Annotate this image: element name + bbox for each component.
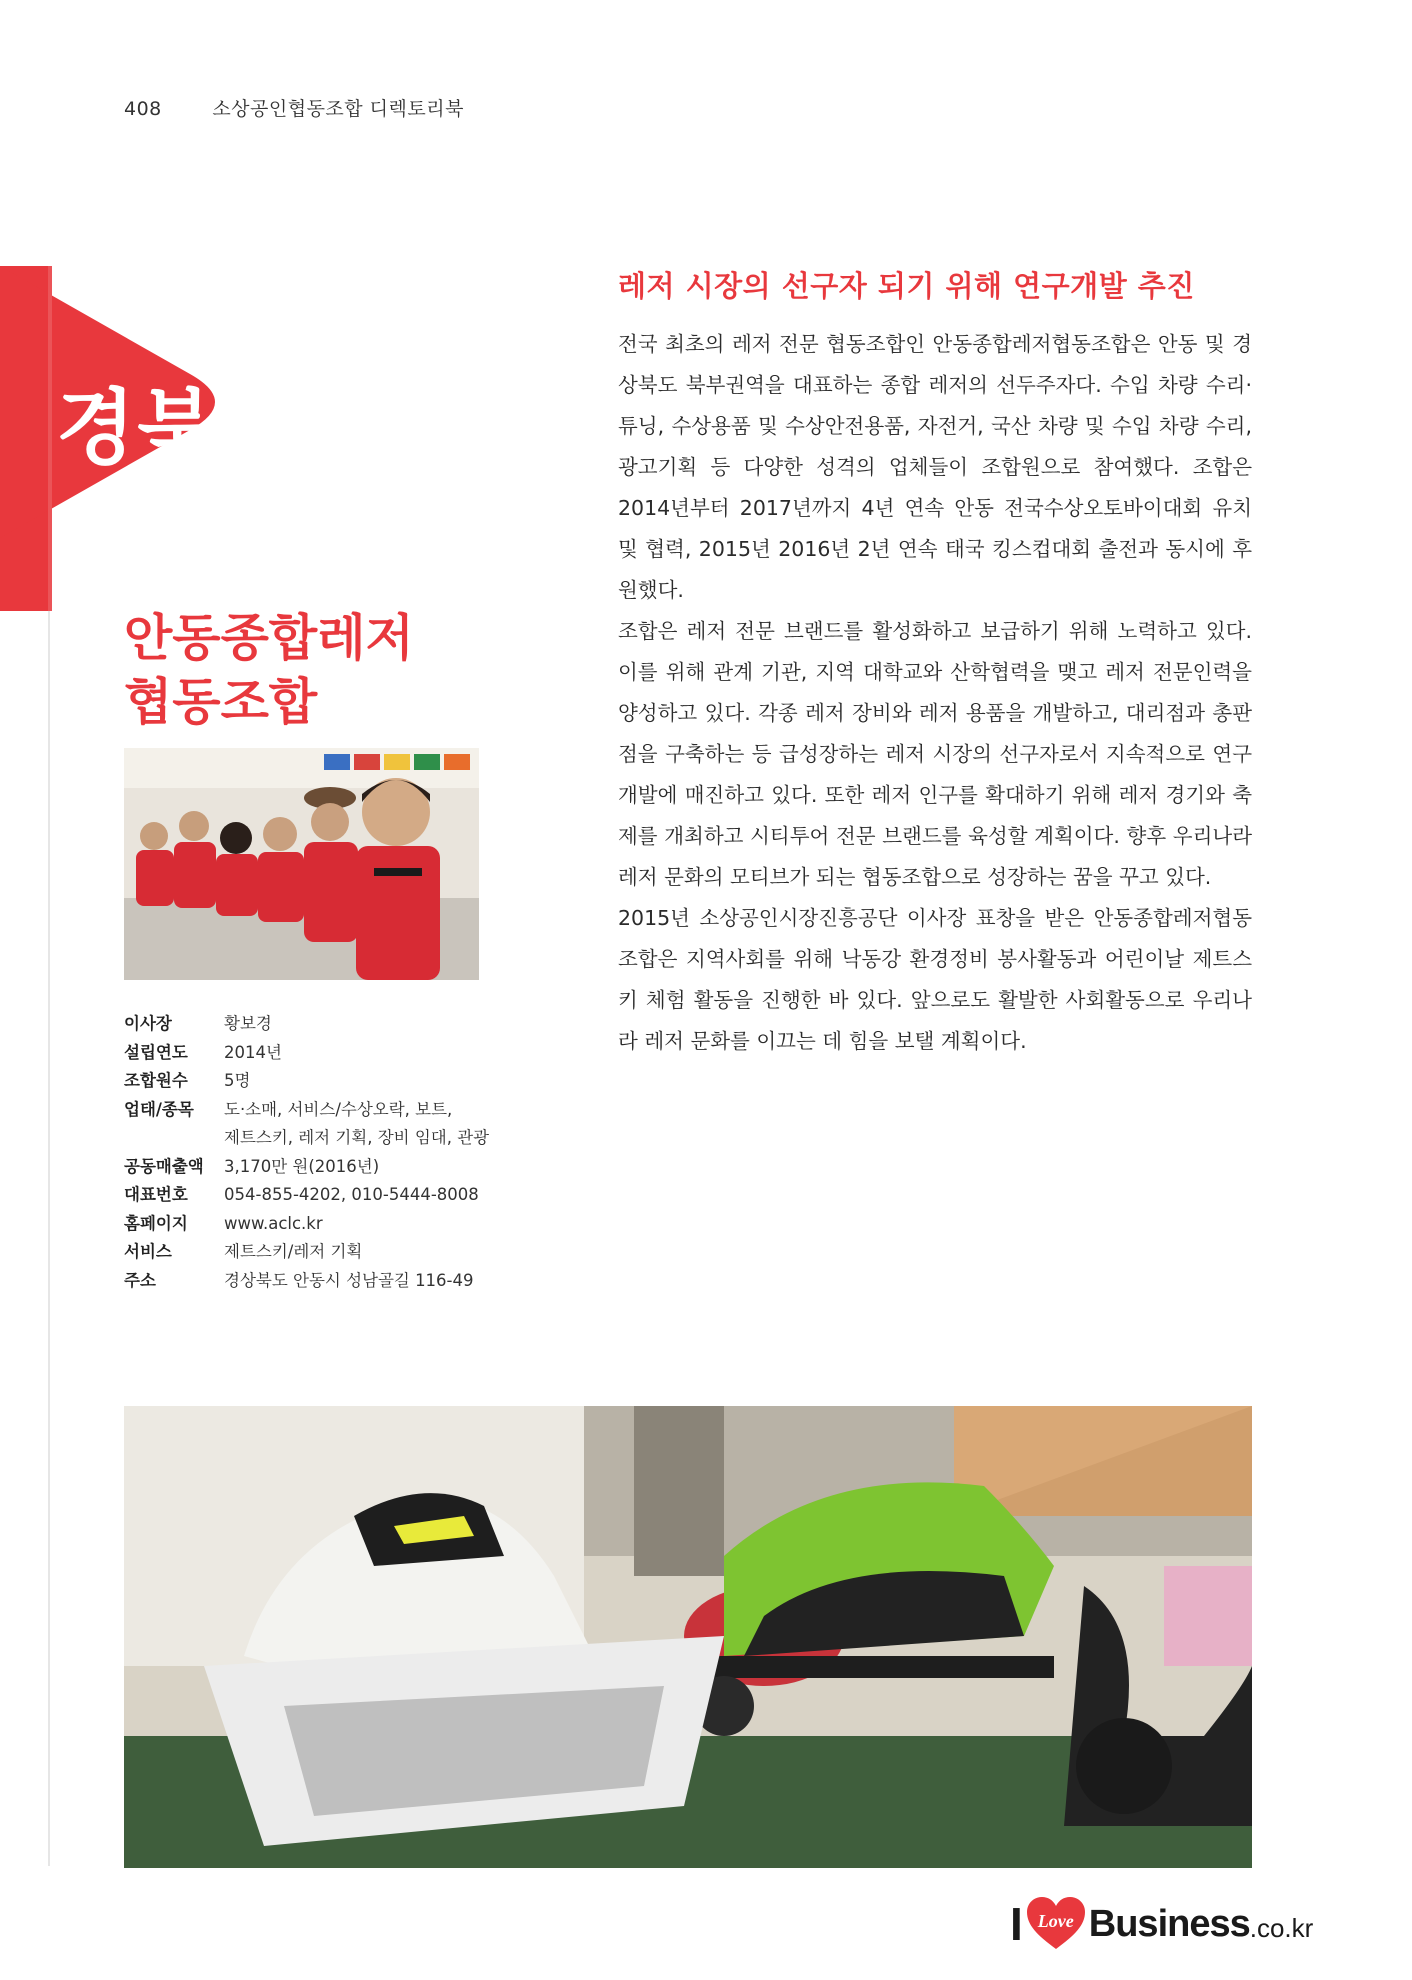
info-row — [124, 1267, 524, 1296]
team-photo — [124, 748, 479, 980]
info-value: 황보경 — [224, 1014, 272, 1033]
org-title-line1: 안동종합레저 — [124, 609, 414, 667]
jetski-photo — [124, 1406, 1252, 1868]
info-value: 경상북도 안동시 성남골길 116-49 — [224, 1270, 474, 1290]
info-value: 5명 — [224, 1071, 251, 1090]
logo-i: I — [1010, 1898, 1023, 1950]
info-value-line1: 도·소매, 서비스/수상오락, 보트, — [224, 1099, 453, 1119]
region-label: 경북 — [56, 381, 219, 476]
article-paragraph: 전국 최초의 레저 전문 협동조합인 안동종합레저협동조합은 안동 및 경상북도 북부권역을 대표하는 종합 레저의 선두주자다. 수입 차량 수리·튜닝, 수상용품 및 수상안전용품, 자전거, 국산 차량 및 수입 차량 수리, 광고기획 등 다양한 성격의 업체들이 조합원으로 참여했다. 조합은 2014년부터 2017년까지 4년 연속 안동 전국수상오토바이대회 유치 및 협력, 2015년 2016년 2년 연속 태국 킹스컵대회 출전과 동시에 후원했다. — [618, 332, 1252, 602]
info-row — [124, 1010, 524, 1039]
info-value: 제트스키/레저 기획 — [224, 1242, 363, 1261]
info-key: 서비스 — [124, 1242, 172, 1261]
info-key: 주소 — [124, 1270, 156, 1290]
info-key: 설립연도 — [124, 1042, 188, 1062]
info-key: 조합원수 — [124, 1071, 188, 1090]
footer-logo — [1010, 1896, 1313, 1952]
info-value: www.aclc.kr — [224, 1213, 323, 1233]
org-info-table — [124, 1010, 524, 1295]
book-title: 소상공인협동조합 디렉토리북 — [212, 98, 464, 120]
info-key: 공동매출액 — [124, 1156, 204, 1176]
page-header — [124, 94, 464, 121]
info-row — [124, 1067, 524, 1096]
info-row — [124, 1153, 524, 1182]
info-key: 대표번호 — [124, 1185, 188, 1204]
article-title: 레저 시장의 선구자 되기 위해 연구개발 추진 — [618, 269, 1195, 303]
org-title-line2: 협동조합 — [124, 673, 318, 731]
org-title — [124, 606, 544, 734]
info-key: 이사장 — [124, 1014, 172, 1033]
article-paragraph: 조합은 레저 전문 브랜드를 활성화하고 보급하기 위해 노력하고 있다. 이를 위해 관계 기관, 지역 대학교와 산학협력을 맺고 레저 전문인력을 양성하고 있다. 각종 레저 장비와 레저 용품을 개발하고, 대리점과 총판점을 구축하는 등 급성장하는 레저 시장의 선구자로서 지속적으로 연구개발에 매진하고 있다. 또한 레저 인구를 확대하기 위해 레저 경기와 축제를 개최하고 시티투어 전문 브랜드를 육성할 계획이다. 향후 우리나라 레저 문화의 모티브가 되는 협동조합으로 성장하는 꿈을 꾸고 있다. — [618, 619, 1252, 889]
info-key: 업태/종목 — [124, 1099, 194, 1119]
info-value — [224, 1096, 524, 1153]
info-value: 054-855-4202, 010-5444-8008 — [224, 1185, 479, 1204]
article-paragraph: 2015년 소상공인시장진흥공단 이사장 표창을 받은 안동종합레저협동조합은 지역사회를 위해 낙동강 환경정비 봉사활동과 어린이날 제트스키 체험 활동을 진행한 바 있다. 앞으로도 활발한 사회활동으로 우리나라 레저 문화를 이끄는 데 힘을 보탤 계획이다. — [618, 906, 1252, 1053]
page-number: 408 — [124, 98, 162, 120]
info-key: 홈페이지 — [124, 1213, 188, 1233]
info-value: 3,170만 원(2016년) — [224, 1156, 380, 1176]
logo-love: Love — [1037, 1911, 1074, 1931]
info-row — [124, 1039, 524, 1068]
info-row — [124, 1210, 524, 1239]
logo-business: Business — [1088, 1902, 1250, 1945]
logo-tld: .co.kr — [1249, 1912, 1314, 1943]
article-body — [618, 324, 1252, 1062]
info-row — [124, 1238, 524, 1267]
info-row — [124, 1181, 524, 1210]
info-row — [124, 1096, 524, 1153]
heart-icon — [1027, 1897, 1085, 1951]
info-value-line2: 제트스키, 레저 기획, 장비 임대, 관광 — [224, 1128, 490, 1147]
info-value: 2014년 — [224, 1042, 282, 1062]
